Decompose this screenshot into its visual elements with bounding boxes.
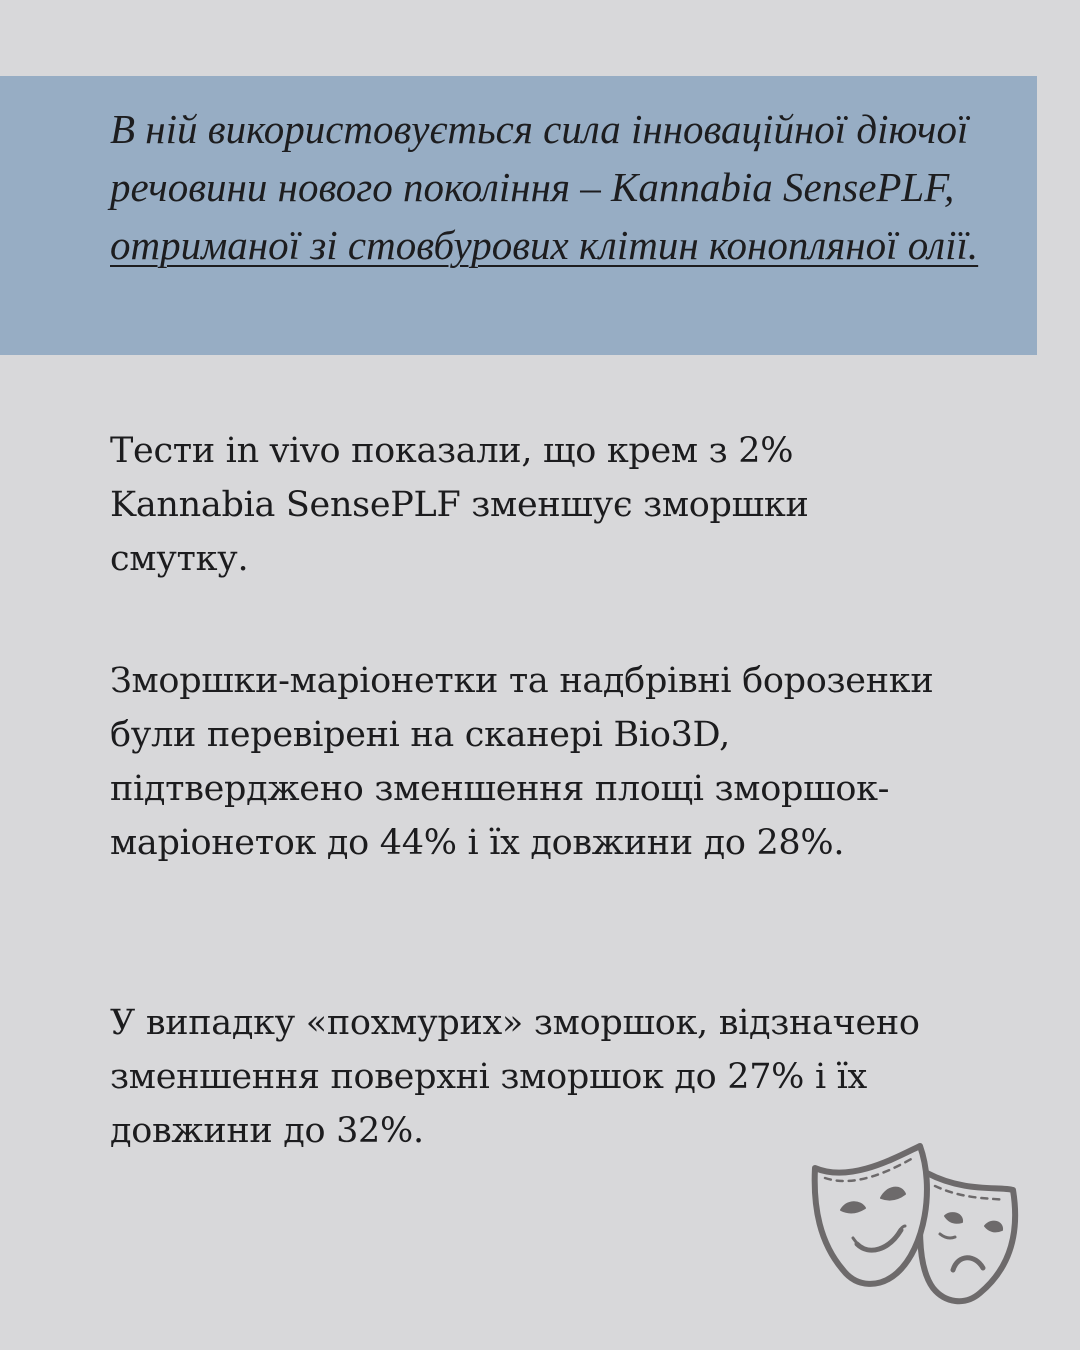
paragraph-in-vivo-tests: Тести in vivo показали, що крем з 2% Kannabia SensePLF зменшує зморшки смутку.	[110, 431, 809, 579]
highlight-text-plain: В ній використовується сила інноваційної діючої речовини нового покоління – Kannabia SensePLF,	[110, 106, 969, 210]
paragraph-frown-wrinkles: У випадку «похмурих» зморшок, відзначено зменшення поверхні зморшок до 27% і їх довжини до 32%.	[110, 1003, 920, 1151]
happy-mask-icon	[815, 1146, 927, 1284]
theater-masks-icon	[805, 1138, 1025, 1313]
highlight-text	[110, 100, 980, 274]
sad-mask-icon	[920, 1173, 1015, 1301]
paragraph-bio3d-scanner: Зморшки-маріонетки та надбрівні борозенки були перевірені на сканері Bio3D, підтверджено зменшення площі зморшок-маріонеток до 44% і їх довжини до 28%.	[110, 661, 934, 863]
highlight-text-underlined: отриманої зі стовбурових клітин конопляної олії.	[110, 222, 979, 268]
